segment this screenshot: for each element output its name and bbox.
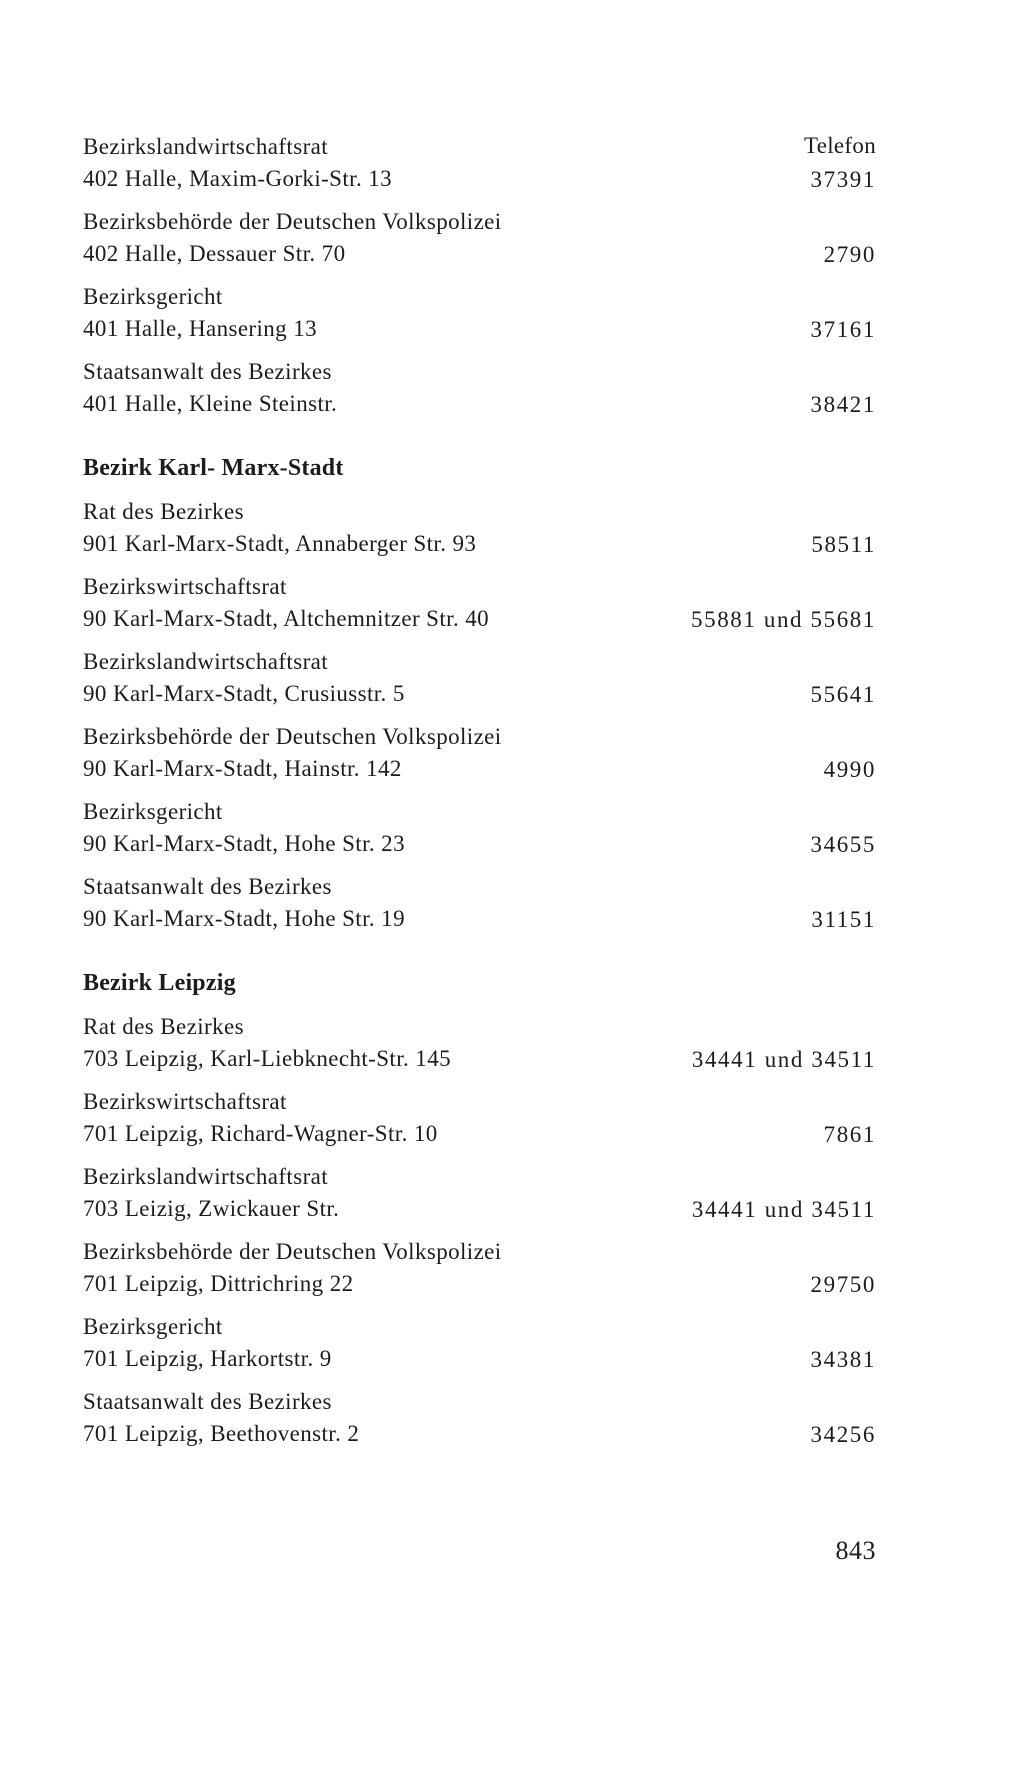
entry-phone: 55881 und 55681 bbox=[691, 607, 876, 632]
entry-phone: 37391 bbox=[810, 167, 876, 192]
entry-name: Bezirkswirtschaftsrat bbox=[83, 1089, 287, 1114]
entry-name: Bezirksgericht bbox=[83, 284, 223, 309]
entry-phone: 34441 und 34511 bbox=[691, 1197, 876, 1222]
directory-entry bbox=[83, 1011, 876, 1075]
entry-address: 701 Leipzig, Richard-Wagner-Str. 10 bbox=[83, 1121, 438, 1146]
directory-entry bbox=[83, 1236, 876, 1300]
directory-entry bbox=[83, 496, 876, 560]
entry-name: Bezirksbehörde der Deutschen Volkspolizei bbox=[83, 209, 502, 234]
page-number: 843 bbox=[835, 1536, 876, 1565]
entry-address: 701 Leipzig, Dittrichring 22 bbox=[83, 1271, 354, 1296]
entry-address: 901 Karl-Marx-Stadt, Annaberger Str. 93 bbox=[83, 531, 477, 556]
entry-address: 703 Leipzig, Karl-Liebknecht-Str. 145 bbox=[83, 1046, 452, 1071]
entry-phone: 34655 bbox=[810, 832, 876, 857]
directory-entry bbox=[83, 1311, 876, 1375]
entry-address: 90 Karl-Marx-Stadt, Crusiusstr. 5 bbox=[83, 681, 405, 706]
entry-name: Bezirksgericht bbox=[83, 799, 223, 824]
entry-phone: 31151 bbox=[811, 907, 876, 932]
section-heading: Bezirk Leipzig bbox=[83, 970, 236, 996]
entry-address: 401 Halle, Hansering 13 bbox=[83, 316, 318, 341]
directory-entry bbox=[83, 1386, 876, 1450]
directory-entry bbox=[83, 571, 876, 635]
entry-phone: 37161 bbox=[810, 317, 876, 342]
entry-phone: 2790 bbox=[823, 242, 876, 267]
entry-name: Bezirksgericht bbox=[83, 1314, 223, 1339]
entry-phone: 4990 bbox=[823, 757, 876, 782]
entry-address: 701 Leipzig, Beethovenstr. 2 bbox=[83, 1421, 360, 1446]
entry-address: 90 Karl-Marx-Stadt, Altchemnitzer Str. 40 bbox=[83, 606, 490, 631]
entry-address: 90 Karl-Marx-Stadt, Hohe Str. 19 bbox=[83, 906, 405, 931]
entry-phone: 34381 bbox=[810, 1347, 876, 1372]
entry-name: Bezirksbehörde der Deutschen Volkspolizei bbox=[83, 1239, 502, 1264]
entry-name: Bezirkslandwirtschaftsrat bbox=[83, 649, 329, 674]
directory-entry bbox=[83, 721, 876, 785]
entry-phone: 34256 bbox=[810, 1422, 876, 1447]
entry-phone: 55641 bbox=[810, 682, 876, 707]
directory-entry bbox=[83, 281, 876, 345]
entry-phone: 38421 bbox=[810, 392, 876, 417]
entry-address: 701 Leipzig, Harkortstr. 9 bbox=[83, 1346, 332, 1371]
entry-phone: 7861 bbox=[823, 1122, 876, 1147]
entry-address: 90 Karl-Marx-Stadt, Hohe Str. 23 bbox=[83, 831, 405, 856]
entry-address: 90 Karl-Marx-Stadt, Hainstr. 142 bbox=[83, 756, 402, 781]
entry-name: Staatsanwalt des Bezirkes bbox=[83, 1389, 332, 1414]
entry-address: 401 Halle, Kleine Steinstr. bbox=[83, 391, 338, 416]
section-heading: Bezirk Karl- Marx-Stadt bbox=[83, 455, 344, 481]
entry-name: Staatsanwalt des Bezirkes bbox=[83, 359, 332, 384]
entry-address: 703 Leizig, Zwickauer Str. bbox=[83, 1196, 340, 1221]
directory-entry bbox=[83, 131, 876, 195]
telefon-column-header: Telefon bbox=[803, 133, 876, 158]
directory-entry bbox=[83, 796, 876, 860]
entry-address: 402 Halle, Maxim-Gorki-Str. 13 bbox=[83, 166, 393, 191]
entry-phone: 58511 bbox=[811, 532, 876, 557]
entry-name: Bezirkswirtschaftsrat bbox=[83, 574, 287, 599]
directory-entry bbox=[83, 646, 876, 710]
entry-name: Staatsanwalt des Bezirkes bbox=[83, 874, 332, 899]
entry-name: Bezirksbehörde der Deutschen Volkspolizei bbox=[83, 724, 502, 749]
entry-phone: 29750 bbox=[810, 1272, 876, 1297]
directory-entry bbox=[83, 871, 876, 935]
entry-name: Bezirkslandwirtschaftsrat bbox=[83, 134, 329, 159]
directory-entry bbox=[83, 356, 876, 420]
entry-address: 402 Halle, Dessauer Str. 70 bbox=[83, 241, 346, 266]
entry-name: Rat des Bezirkes bbox=[83, 1014, 244, 1039]
entry-name: Rat des Bezirkes bbox=[83, 499, 244, 524]
directory-entry bbox=[83, 206, 876, 270]
directory-entry bbox=[83, 1086, 876, 1150]
entry-name: Bezirkslandwirtschaftsrat bbox=[83, 1164, 329, 1189]
directory-entry bbox=[83, 1161, 876, 1225]
entry-phone: 34441 und 34511 bbox=[691, 1047, 876, 1072]
directory-content bbox=[83, 131, 876, 1461]
